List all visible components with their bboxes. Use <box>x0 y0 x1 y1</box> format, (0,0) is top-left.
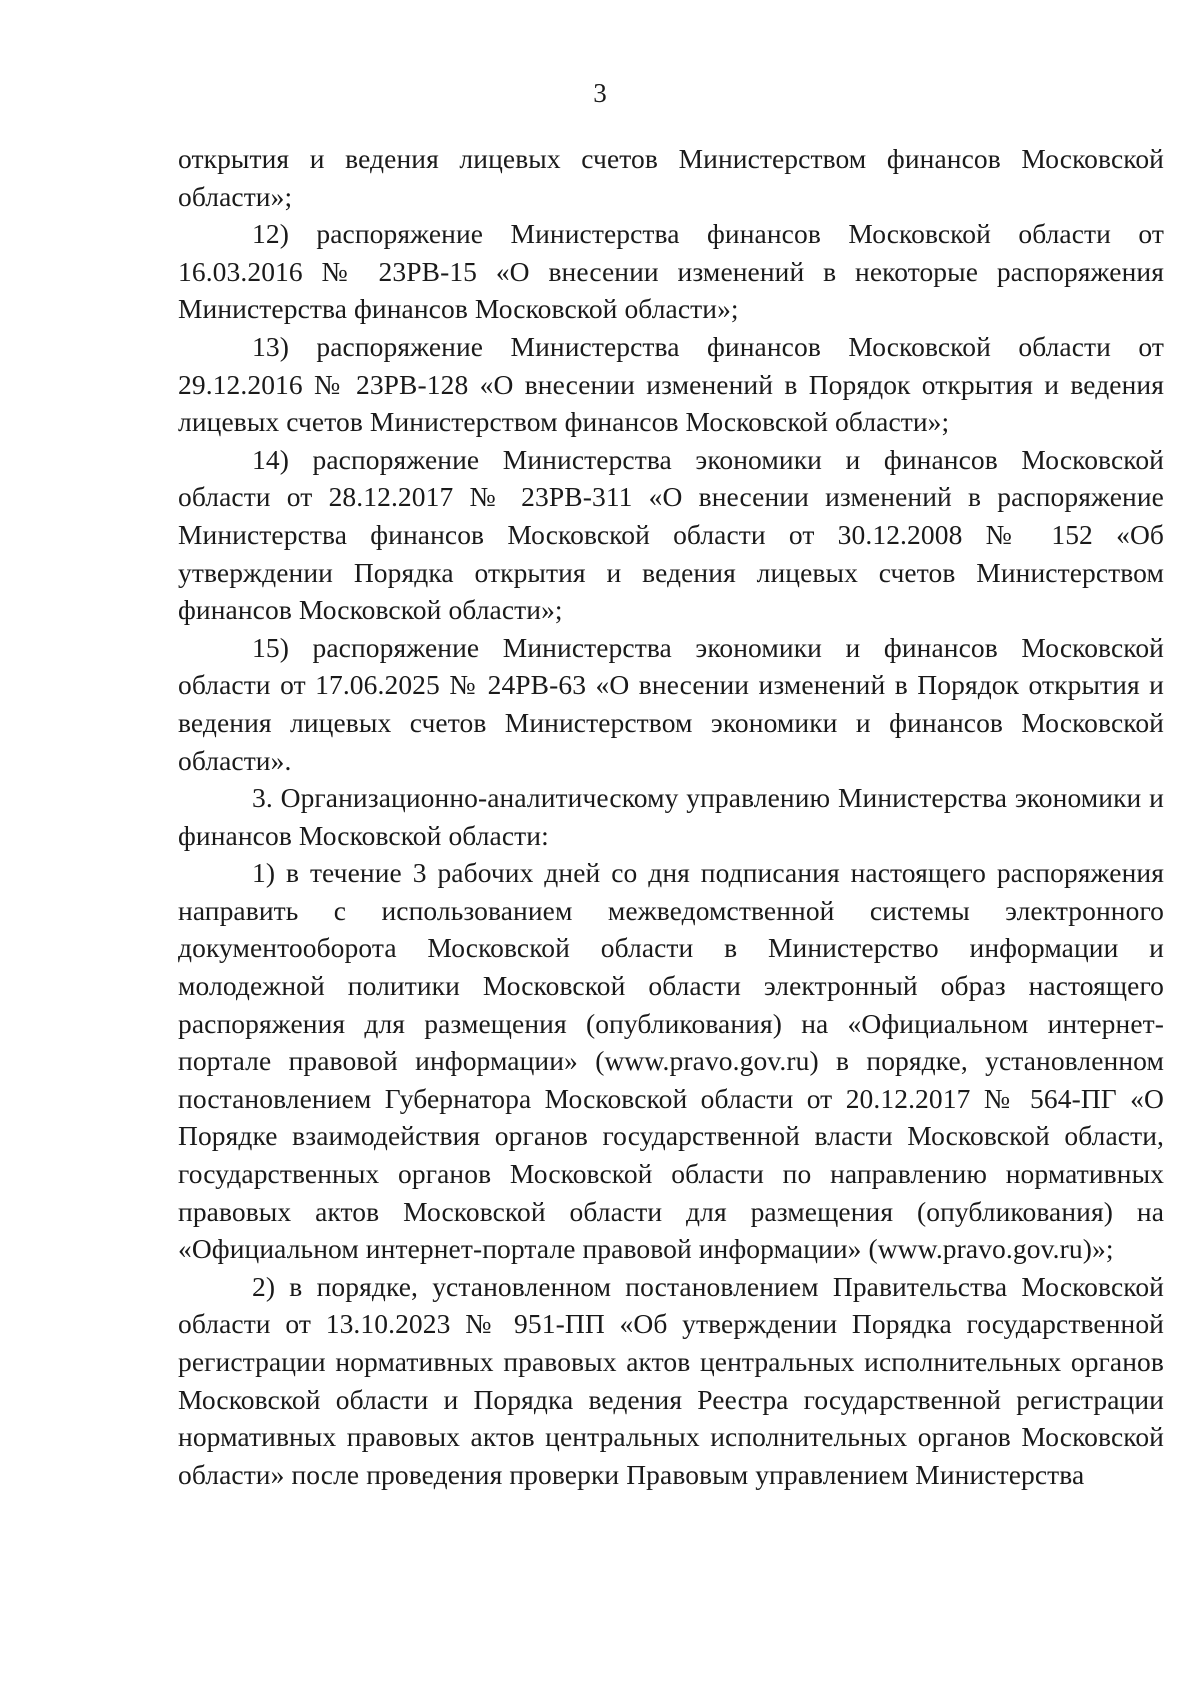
list-item-14: 14) распоряжение Министерства экономики и финансов Московской области от 28.12.2017 № 23РВ-311 «О внесении изменений в распоряжение Министерства финансов Московской области от 30.12.2008 № 152 «Об утверждении Порядка открытия и ведения лицевых счетов Министерством финансов Московской области»; <box>178 443 1164 626</box>
list-item-15: 15) распоряжение Министерства экономики и финансов Московской области от 17.06.2025 № 24РВ-63 «О внесении изменений в Порядок открытия и ведения лицевых счетов Министерством экономики и финансов Московской области». <box>178 631 1164 776</box>
section-3-heading: 3. Организационно-аналитическому управлению Министерства экономики и финансов Московской области: <box>178 782 1164 851</box>
document-body <box>178 140 1164 1493</box>
section-3-item-1: 1) в течение 3 рабочих дней со дня подписания настоящего распоряжения направить с использованием межведомственной системы электронного документооборота Московской области в Министерство информации и молодежной политики Московской области электронный образ настоящего распоряжения для размещения (опубликования) на «Официальном интернет-портале правовой информации» (www.pravo.gov.ru) в порядке, установленном постановлением Губернатора Московской области от 20.12.2017 № 564-ПГ «О Порядке взаимодействия органов государственной власти Московской области, государственных органов Московской области по направлению нормативных правовых актов Московской области для размещения (опубликования) на «Официальном интернет-портале правовой информации» (www.pravo.gov.ru)»; <box>178 857 1164 1265</box>
page-number: 3 <box>593 78 607 108</box>
section-3-item-2: 2) в порядке, установленном постановлением Правительства Московской области от 13.10.2023 № 951-ПП «Об утверждении Порядка государственной регистрации нормативных правовых актов центральных исполнительных органов Московской области и Порядка ведения Реестра государственной регистрации нормативных правовых актов центральных исполнительных органов Московской области» после проведения проверки Правовым управлением Министерства <box>178 1270 1164 1490</box>
list-item-13: 13) распоряжение Министерства финансов Московской области от 29.12.2016 № 23РВ-128 «О внесении изменений в Порядок открытия и ведения лицевых счетов Министерством финансов Московской области»; <box>178 330 1164 438</box>
paragraph-continuation: открытия и ведения лицевых счетов Министерством финансов Московской области»; <box>178 143 1164 212</box>
list-item-12: 12) распоряжение Министерства финансов Московской области от 16.03.2016 № 23РВ-15 «О внесении изменений в некоторые распоряжения Министерства финансов Московской области»; <box>178 218 1164 325</box>
